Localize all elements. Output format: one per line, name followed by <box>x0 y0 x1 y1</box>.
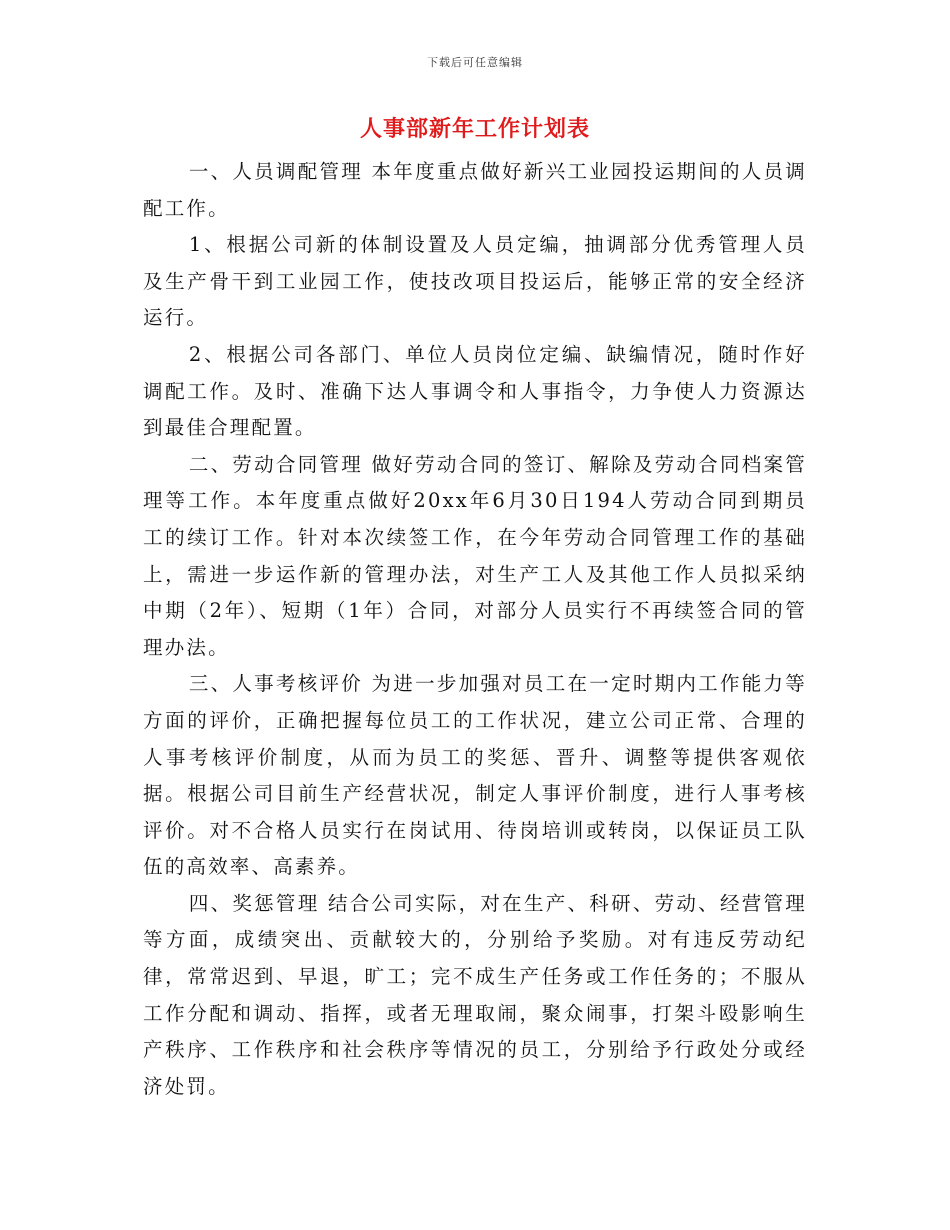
paragraph-labor-contract: 二、劳动合同管理 做好劳动合同的签订、解除及劳动合同档案管理等工作。本年度重点做好20xx年6月30日194人劳动合同到期员工的续订工作。针对本次续签工作，在今年劳动合同管理工作的基础上，需进一步运作新的管理办法，对生产工人及其他工作人员拟采纳中期（2年）、短期（1年）合同，对部分人员实行不再续签合同的管理办法。 <box>143 452 807 659</box>
paragraph-allocation-item-2: 2、根据公司各部门、单位人员岗位定编、缺编情况，随时作好调配工作。及时、准确下达人事调令和人事指令，力争使人力资源达到最佳合理配置。 <box>143 342 807 440</box>
paragraph-allocation-item-1: 1、根据公司新的体制设置及人员定编，抽调部分优秀管理人员及生产骨干到工业园工作，使技改项目投运后，能够正常的安全经济运行。 <box>143 233 807 330</box>
document-body <box>143 154 807 1105</box>
paragraph-rewards-penalties: 四、奖惩管理 结合公司实际，对在生产、科研、劳动、经营管理等方面，成绩突出、贡献较大的，分别给予奖励。对有违反劳动纪律，常常迟到、早退，旷工；完不成生产任务或工作任务的；不服从工作分配和调动、指挥，或者无理取闹，聚众闹事，打架斗殴影响生产秩序、工作秩序和社会秩序等情况的员工，分别给予行政处分或经济处罚。 <box>143 891 807 1098</box>
paragraph-performance-evaluation: 三、人事考核评价 为进一步加强对员工在一定时期内工作能力等方面的评价，正确把握每位员工的工作状况，建立公司正常、合理的人事考核评价制度，从而为员工的奖惩、晋升、调整等提供客观依据。根据公司目前生产经营状况，制定人事评价制度，进行人事考核评价。对不合格人员实行在岗试用、待岗培训或转岗，以保证员工队伍的高效率、高素养。 <box>143 672 807 879</box>
document-title: 人事部新年工作计划表 <box>359 116 590 142</box>
header-note: 下载后可任意编辑 <box>427 56 523 69</box>
paragraph-personnel-allocation: 一、人员调配管理 本年度重点做好新兴工业园投运期间的人员调配工作。 <box>143 160 807 220</box>
